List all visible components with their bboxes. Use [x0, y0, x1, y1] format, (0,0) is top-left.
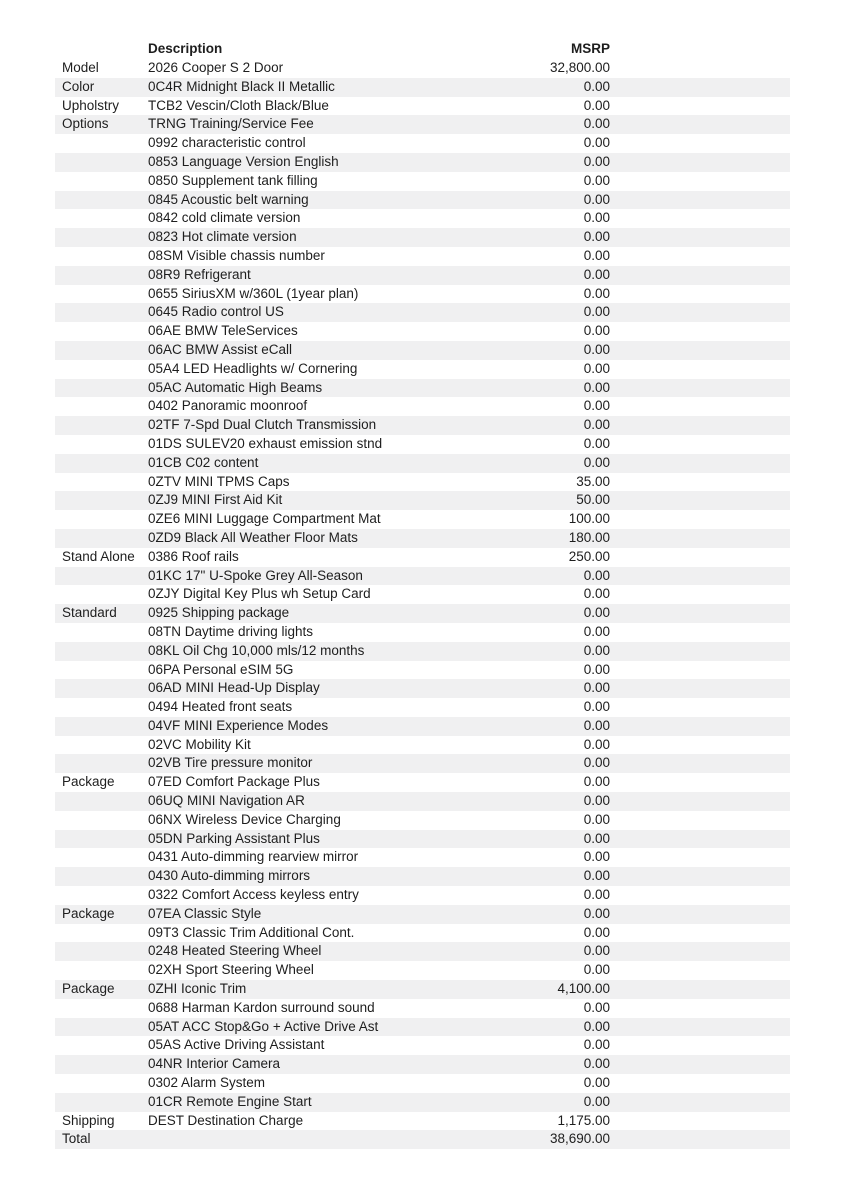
table-row	[55, 830, 790, 849]
row-msrp: 4,100.00	[557, 981, 610, 997]
table-row	[55, 416, 790, 435]
table-row	[55, 191, 790, 210]
row-description: 01CB C02 content	[148, 454, 259, 470]
row-description: 0248 Heated Steering Wheel	[148, 943, 322, 959]
row-msrp: 0.00	[583, 623, 610, 639]
row-description: TRNG Training/Service Fee	[148, 116, 314, 132]
row-msrp: 0.00	[583, 153, 610, 169]
table-row	[55, 510, 790, 529]
row-msrp: 0.00	[583, 135, 610, 151]
table-row	[55, 529, 790, 548]
table-row	[55, 247, 790, 266]
row-description: 09T3 Classic Trim Additional Cont.	[148, 924, 355, 940]
table-row	[55, 153, 790, 172]
table-row	[55, 322, 790, 341]
table-row	[55, 661, 790, 680]
table-row	[55, 548, 790, 567]
row-description: 0431 Auto-dimming rearview mirror	[148, 849, 359, 865]
table-row	[55, 491, 790, 510]
table-row	[55, 1018, 790, 1037]
row-msrp: 0.00	[583, 379, 610, 395]
row-msrp: 38,690.00	[549, 1131, 610, 1147]
row-msrp: 0.00	[583, 266, 610, 282]
table-row	[55, 924, 790, 943]
row-msrp: 0.00	[583, 454, 610, 470]
table-row	[55, 360, 790, 379]
row-description: 0ZTV MINI TPMS Caps	[148, 473, 290, 489]
row-description: 08TN Daytime driving lights	[148, 623, 314, 639]
row-description: 05A4 LED Headlights w/ Cornering	[148, 360, 358, 376]
row-msrp: 0.00	[583, 717, 610, 733]
row-msrp: 180.00	[568, 529, 610, 545]
row-msrp: 100.00	[568, 511, 610, 527]
row-msrp: 0.00	[583, 661, 610, 677]
table-row	[55, 604, 790, 623]
row-msrp: 0.00	[583, 247, 610, 263]
row-description: 0386 Roof rails	[148, 548, 239, 564]
row-msrp: 0.00	[583, 304, 610, 320]
row-description: 0845 Acoustic belt warning	[148, 191, 309, 207]
table-row	[55, 567, 790, 586]
row-description: 02VC Mobility Kit	[148, 736, 251, 752]
header-msrp-label: MSRP	[570, 41, 610, 57]
table-row	[55, 717, 790, 736]
row-msrp: 0.00	[583, 229, 610, 245]
row-description: 2026 Cooper S 2 Door	[148, 60, 284, 75]
row-msrp: 0.00	[583, 97, 610, 113]
row-msrp: 32,800.00	[549, 60, 610, 75]
table-row	[55, 473, 790, 492]
row-msrp: 0.00	[583, 1075, 610, 1091]
row-description: 07ED Comfort Package Plus	[148, 774, 320, 790]
row-description: 04VF MINI Experience Modes	[148, 717, 329, 733]
row-msrp: 0.00	[583, 417, 610, 433]
row-msrp: 0.00	[583, 849, 610, 865]
row-category: Color	[62, 78, 95, 94]
row-description: 05AT ACC Stop&Go + Active Drive Ast	[148, 1018, 379, 1034]
row-description: 01DS SULEV20 exhaust emission stnd	[148, 435, 383, 451]
row-description: 0494 Heated front seats	[148, 699, 293, 715]
row-description: 0645 Radio control US	[148, 304, 284, 320]
table-row	[55, 341, 790, 360]
row-description: 0ZJY Digital Key Plus wh Setup Card	[148, 586, 371, 602]
row-description: 04NR Interior Camera	[148, 1056, 281, 1072]
row-msrp: 0.00	[583, 360, 610, 376]
table-row	[55, 754, 790, 773]
table-row	[55, 303, 790, 322]
row-msrp: 0.00	[583, 830, 610, 846]
row-msrp: 0.00	[583, 962, 610, 978]
row-description: 06PA Personal eSIM 5G	[148, 661, 294, 677]
table-row	[55, 942, 790, 961]
table-row	[55, 266, 790, 285]
table-row	[55, 115, 790, 134]
table-row	[55, 867, 790, 886]
row-description: 0302 Alarm System	[148, 1075, 266, 1091]
row-description: 0850 Supplement tank filling	[148, 172, 318, 188]
table-row	[55, 698, 790, 717]
row-description: 08R9 Refrigerant	[148, 266, 251, 282]
row-msrp: 0.00	[583, 811, 610, 827]
table-row	[55, 773, 790, 792]
row-msrp: 0.00	[583, 1056, 610, 1072]
row-msrp: 1,175.00	[557, 1112, 610, 1128]
table-row	[55, 886, 790, 905]
row-category: Upholstry	[62, 97, 120, 113]
row-description: 0ZE6 MINI Luggage Compartment Mat	[148, 511, 381, 527]
row-description: 05AC Automatic High Beams	[148, 379, 323, 395]
table-row	[55, 172, 790, 191]
table-row	[55, 1036, 790, 1055]
row-description: 06NX Wireless Device Charging	[148, 811, 341, 827]
row-msrp: 0.00	[583, 116, 610, 132]
row-description: 0688 Harman Kardon surround sound	[148, 999, 375, 1015]
row-description: 08KL Oil Chg 10,000 mls/12 months	[148, 642, 365, 658]
table-row	[55, 97, 790, 116]
row-description: TCB2 Vescin/Cloth Black/Blue	[148, 97, 329, 113]
row-description: 0823 Hot climate version	[148, 229, 297, 245]
table-row	[55, 435, 790, 454]
table-row	[55, 78, 790, 97]
row-description: 01CR Remote Engine Start	[148, 1093, 312, 1109]
row-category: Shipping	[62, 1112, 115, 1128]
row-description: 0992 characteristic control	[148, 135, 306, 151]
row-msrp: 0.00	[583, 680, 610, 696]
table-row	[55, 1130, 790, 1149]
row-description: 06AE BMW TeleServices	[148, 323, 298, 339]
row-msrp: 0.00	[583, 567, 610, 583]
table-row	[55, 642, 790, 661]
row-msrp: 35.00	[576, 473, 610, 489]
table-row	[55, 1093, 790, 1112]
row-msrp: 0.00	[583, 323, 610, 339]
row-description: 07EA Classic Style	[148, 905, 262, 921]
row-msrp: 0.00	[583, 699, 610, 715]
row-description: 0C4R Midnight Black II Metallic	[148, 78, 335, 94]
row-description: 02XH Sport Steering Wheel	[148, 962, 314, 978]
row-category: Model	[62, 60, 99, 75]
table-row	[55, 1055, 790, 1074]
table-row	[55, 1112, 790, 1131]
table-row	[55, 792, 790, 811]
row-description: 08SM Visible chassis number	[148, 247, 325, 263]
table-row	[55, 454, 790, 473]
row-description: 0ZD9 Black All Weather Floor Mats	[148, 529, 358, 545]
row-description: 0322 Comfort Access keyless entry	[148, 887, 359, 903]
row-msrp: 0.00	[583, 1093, 610, 1109]
table-row	[55, 736, 790, 755]
row-description: 05AS Active Driving Assistant	[148, 1037, 325, 1053]
row-description: 0842 cold climate version	[148, 210, 301, 226]
table-row	[55, 209, 790, 228]
row-description: 01KC 17" U-Spoke Grey All-Season	[148, 567, 363, 583]
row-msrp: 0.00	[583, 586, 610, 602]
row-description: 0ZJ9 MINI First Aid Kit	[148, 492, 283, 508]
row-description: 0655 SiriusXM w/360L (1year plan)	[148, 285, 359, 301]
row-category: Total	[62, 1131, 91, 1147]
row-msrp: 0.00	[583, 774, 610, 790]
row-description: 02TF 7-Spd Dual Clutch Transmission	[148, 417, 377, 433]
row-msrp: 0.00	[583, 1018, 610, 1034]
row-msrp: 0.00	[583, 887, 610, 903]
table-row	[55, 59, 790, 78]
row-msrp: 0.00	[583, 924, 610, 940]
row-msrp: 0.00	[583, 398, 610, 414]
row-description: 02VB Tire pressure monitor	[148, 755, 313, 771]
row-description: 06AD MINI Head-Up Display	[148, 680, 320, 696]
row-description: 06UQ MINI Navigation AR	[148, 793, 305, 809]
table-row	[55, 585, 790, 604]
table-row	[55, 999, 790, 1018]
table-body	[55, 59, 790, 1149]
table-row	[55, 623, 790, 642]
row-description: 05DN Parking Assistant Plus	[148, 830, 320, 846]
row-msrp: 0.00	[583, 78, 610, 94]
row-description: 0925 Shipping package	[148, 605, 290, 621]
row-description: DEST Destination Charge	[148, 1112, 304, 1128]
row-msrp: 0.00	[583, 210, 610, 226]
table-row	[55, 905, 790, 924]
table-row	[55, 679, 790, 698]
row-category: Package	[62, 981, 115, 997]
row-category: Stand Alone	[62, 548, 135, 564]
row-msrp: 0.00	[583, 943, 610, 959]
row-msrp: 0.00	[583, 755, 610, 771]
row-msrp: 0.00	[583, 793, 610, 809]
row-msrp: 250.00	[568, 548, 610, 564]
row-description: 0ZHI Iconic Trim	[148, 981, 247, 997]
row-msrp: 0.00	[583, 605, 610, 621]
table-row	[55, 228, 790, 247]
row-category: Package	[62, 774, 115, 790]
row-msrp: 0.00	[583, 736, 610, 752]
table-row	[55, 848, 790, 867]
row-msrp: 0.00	[583, 868, 610, 884]
table-row	[55, 961, 790, 980]
pricing-table	[55, 40, 790, 1149]
row-msrp: 0.00	[583, 999, 610, 1015]
table-row	[55, 379, 790, 398]
table-header-row	[55, 40, 790, 59]
row-category: Standard	[62, 605, 117, 621]
table-row	[55, 1074, 790, 1093]
row-msrp: 0.00	[583, 172, 610, 188]
row-description: 0430 Auto-dimming mirrors	[148, 868, 311, 884]
row-msrp: 0.00	[583, 642, 610, 658]
row-msrp: 0.00	[583, 905, 610, 921]
table-row	[55, 134, 790, 153]
table-row	[55, 397, 790, 416]
row-category: Package	[62, 905, 115, 921]
row-msrp: 0.00	[583, 341, 610, 357]
row-description: 0402 Panoramic moonroof	[148, 398, 308, 414]
table-row	[55, 811, 790, 830]
table-row	[55, 285, 790, 304]
row-description: 0853 Language Version English	[148, 153, 339, 169]
row-msrp: 0.00	[583, 285, 610, 301]
row-msrp: 0.00	[583, 435, 610, 451]
row-msrp: 50.00	[576, 492, 610, 508]
table-row	[55, 980, 790, 999]
row-msrp: 0.00	[583, 1037, 610, 1053]
header-description-label: Description	[148, 41, 223, 57]
row-category: Options	[62, 116, 109, 132]
row-description: 06AC BMW Assist eCall	[148, 341, 293, 357]
row-msrp: 0.00	[583, 191, 610, 207]
